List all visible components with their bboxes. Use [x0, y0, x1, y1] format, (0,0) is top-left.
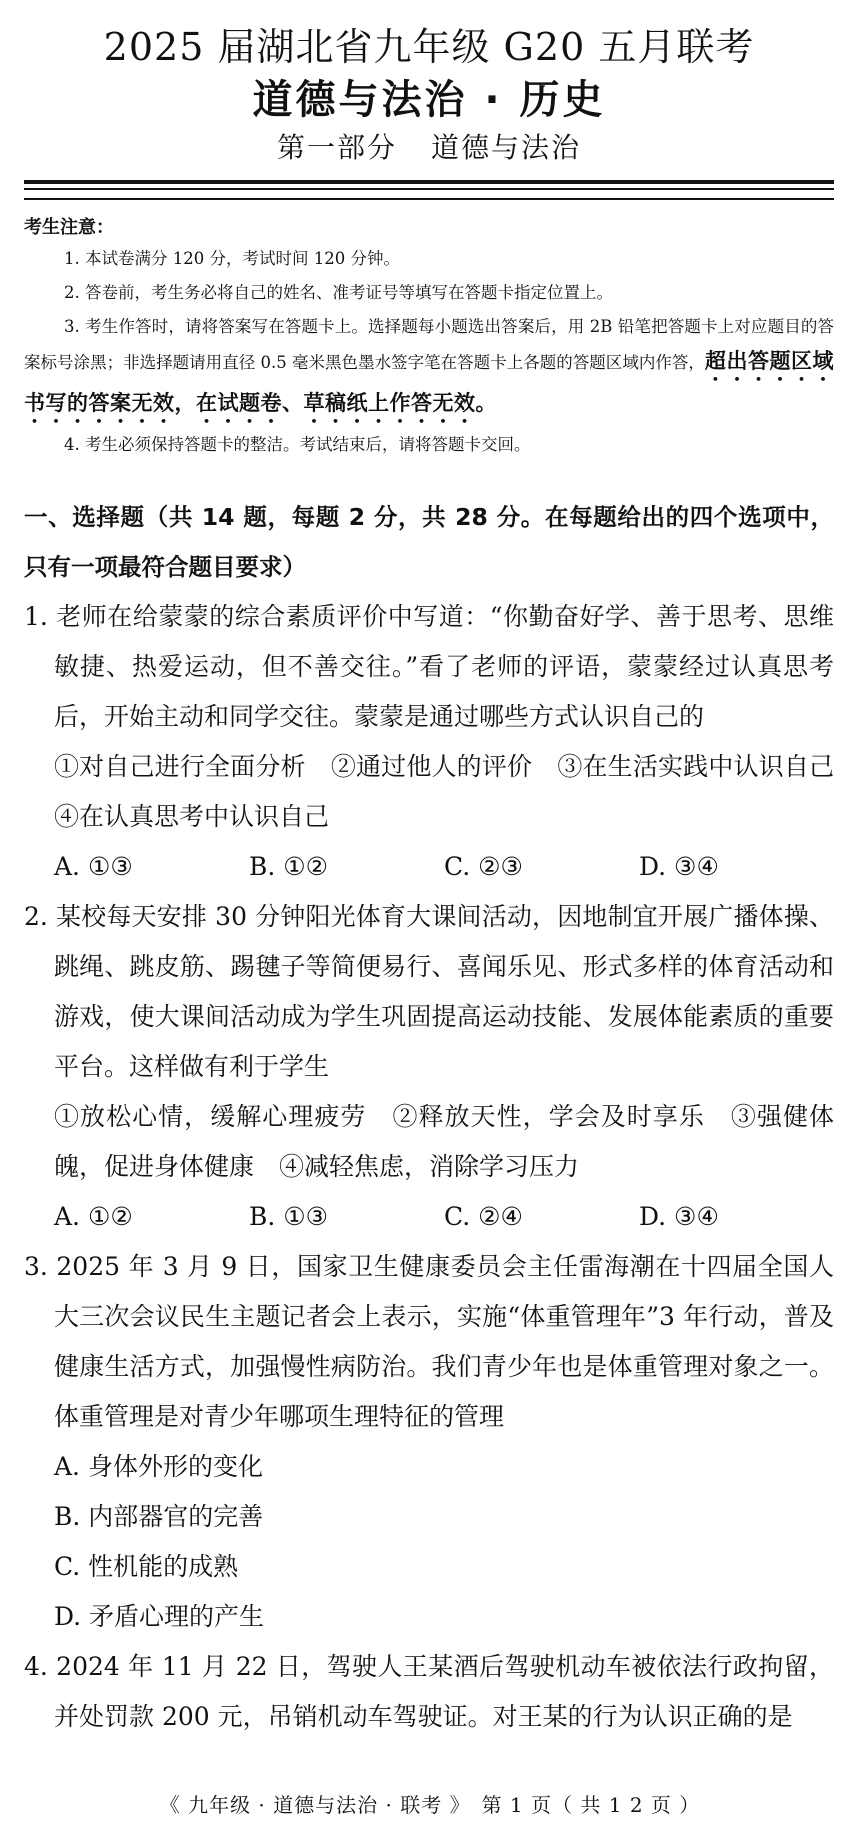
- question-options: [24, 1442, 834, 1642]
- question-stem: 3. 2025 年 3 月 9 日，国家卫生健康委员会主任雷海潮在十四届全国人大三次会议民生主题记者会上表示，实施“体重管理年”3 年行动，普及健康生活方式，加强慢性病防治。我们青少年也是体重管理对象之一。体重管理是对青少年哪项生理特征的管理: [24, 1252, 834, 1431]
- option-b: B. ①③: [249, 1202, 329, 1231]
- notice-item-3-text: 3. 考生作答时，请将答案写在答题卡上。选择题每小题选出答案后，用 2B 铅笔把答题卡上对应题目的答案标号涂黑；非选择题请用直径 0.5 毫米黑色墨水签字笔在答题卡上各题的答题区域内作答，: [24, 317, 834, 372]
- header-divider: [24, 180, 834, 200]
- question-3: [24, 1242, 834, 1642]
- option-a: A. ①③: [54, 852, 133, 881]
- question-options: [24, 842, 834, 892]
- option-c: C. 性机能的成熟: [54, 1552, 239, 1581]
- notice-block: [24, 214, 834, 462]
- question-2: [24, 892, 834, 1242]
- question-stem: 2. 某校每天安排 30 分钟阳光体育大课间活动，因地制宜开展广播体操、跳绳、跳皮筋、踢毽子等简便易行、喜闻乐见、形式多样的体育活动和游戏，使大课间活动成为学生巩固提高运动技能、发展体能素质的重要平台。这样做有利于学生: [24, 902, 834, 1081]
- question-stem: 1. 老师在给蒙蒙的综合素质评价中写道：“你勤奋好学、善于思考、思维敏捷、热爱运动，但不善交往。”看了老师的评语，蒙蒙经过认真思考后，开始主动和同学交往。蒙蒙是通过哪些方式认识自己的: [24, 602, 834, 731]
- question-stem: 4. 2024 年 11 月 22 日，驾驶人王某酒后驾驶机动车被依法行政拘留，并处罚款 200 元，吊销机动车驾驶证。对王某的行为认识正确的是: [24, 1652, 834, 1731]
- exam-title: 2025 届湖北省九年级 G20 五月联考: [103, 25, 755, 69]
- question-statements: ①对自己进行全面分析 ②通过他人的评价 ③在生活实践中认识自己 ④在认真思考中认识自己: [54, 752, 860, 831]
- option-b: B. 内部器官的完善: [54, 1502, 264, 1531]
- notice-item-2: 2. 答卷前，考生务必将自己的姓名、准考证号等填写在答题卡指定位置上。: [64, 283, 613, 302]
- notice-item-4: 4. 考生必须保持答题卡的整洁。考试结束后，请将答题卡交回。: [64, 435, 531, 454]
- notice-heading: 考生注意：: [24, 217, 114, 238]
- part-heading: [24, 128, 834, 168]
- question-1: [24, 592, 860, 892]
- option-d: D. 矛盾心理的产生: [54, 1602, 265, 1631]
- option-a: A. 身体外形的变化: [54, 1452, 263, 1481]
- page-footer: 《 九年级 · 道德与法治 · 联考 》 第 1 页（ 共 1 2 页 ）: [159, 1793, 701, 1817]
- notice-item-3-emphasis: 超出答题区域书写的答案无效，在试题卷、草稿纸上作答无效。: [24, 349, 835, 415]
- option-d: D. ③④: [639, 852, 719, 881]
- part-label: 第一部分: [276, 131, 397, 164]
- option-a: A. ①②: [54, 1202, 133, 1231]
- option-c: C. ②③: [444, 852, 523, 881]
- option-b: B. ①②: [249, 852, 329, 881]
- question-options: [24, 1192, 834, 1242]
- exam-subject: 道德与法治 · 历史: [252, 77, 606, 123]
- question-4: [24, 1642, 834, 1742]
- part-name: 道德与法治: [431, 131, 582, 164]
- section-heading: 一、选择题（共 14 题，每题 2 分，共 28 分。在每题给出的四个选项中，只有一项最符合题目要求）: [24, 503, 834, 581]
- notice-item-1: 1. 本试卷满分 120 分，考试时间 120 分钟。: [64, 249, 400, 268]
- notice-item-3: [24, 310, 834, 428]
- option-c: C. ②④: [444, 1202, 523, 1231]
- option-d: D. ③④: [639, 1202, 719, 1231]
- question-statements: ①放松心情，缓解心理疲劳 ②释放天性，学会及时享乐 ③强健体魄，促进身体健康 ④减轻焦虑，消除学习压力: [54, 1102, 834, 1181]
